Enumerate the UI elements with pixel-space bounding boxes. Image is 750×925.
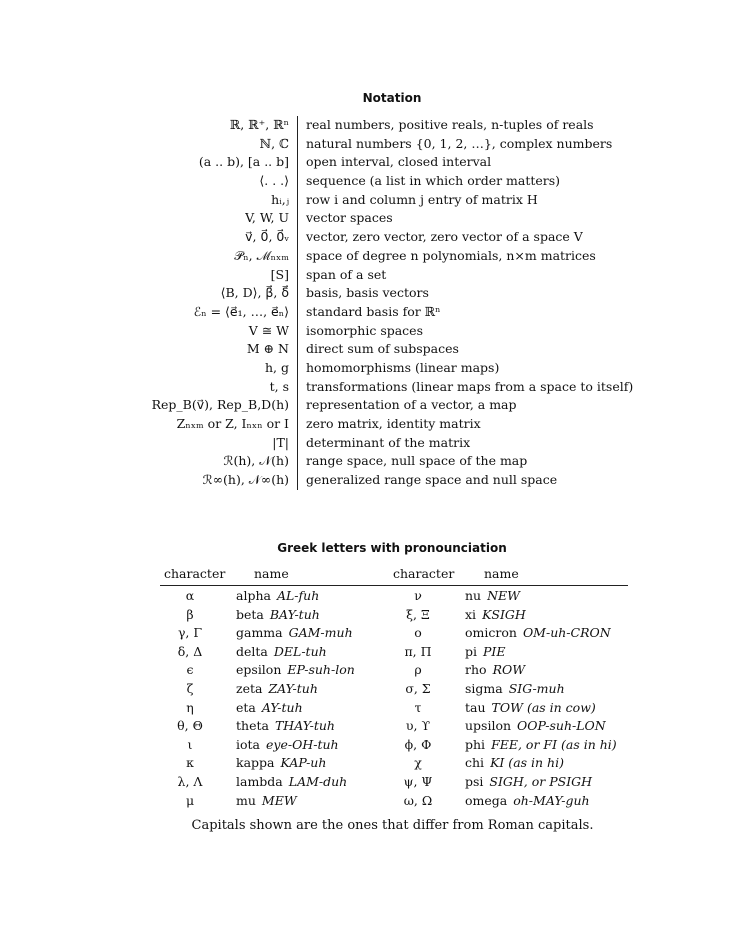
greek-character: ϵ [186, 662, 194, 678]
greek-pronunciation: KAP-uh [280, 755, 327, 771]
greek-character: ι [187, 736, 193, 752]
greek-pronunciation: oh-MAY-guh [513, 792, 590, 808]
greek-name [236, 587, 319, 605]
greek-pronunciation: SIGH, or PSIGH [489, 774, 593, 789]
greek-name [465, 754, 564, 772]
greek-character: δ, Δ [177, 643, 203, 659]
notation-symbol: ⟨B, D⟩, β⃗, δ⃗ [220, 285, 289, 301]
greek-name [236, 699, 303, 717]
greek-name [465, 606, 526, 624]
greek-character: ξ, Ξ [406, 606, 430, 622]
greek-name [236, 717, 335, 735]
notation-description: transformations (linear maps from a space to itself) [306, 378, 634, 394]
notation-row [130, 172, 650, 191]
greek-header-name-left: name [254, 566, 289, 581]
notation-row [130, 228, 650, 247]
greek-pronunciation: THAY-tuh [274, 718, 335, 734]
notation-description: space of degree n polynomials, n×m matrices [306, 247, 596, 263]
greek-letter-name: alpha [236, 588, 271, 603]
greek-letter-name: rho [465, 662, 487, 678]
notation-row [130, 153, 650, 172]
notation-row [130, 452, 650, 471]
greek-character: ϕ, Φ [404, 736, 432, 752]
notation-description: homomorphisms (linear maps) [306, 359, 500, 375]
greek-name [465, 699, 596, 717]
greek-character: κ [186, 755, 194, 771]
greek-letter-name: mu [236, 792, 256, 808]
greek-character: τ [414, 699, 422, 715]
greek-character: η [186, 699, 194, 715]
notation-description: basis, basis vectors [306, 285, 429, 301]
notation-symbol: t, s [269, 378, 289, 394]
greek-pronunciation: eye-OH-tuh [266, 736, 339, 752]
greek-letter-name: phi [465, 736, 486, 752]
greek-name [465, 624, 611, 642]
greek-pronunciation: OOP-suh-LON [517, 718, 606, 734]
greek-letter-name: tau [465, 699, 486, 715]
notation-description: vector, zero vector, zero vector of a space V [306, 229, 583, 245]
greek-name [465, 680, 565, 698]
greek-name [465, 773, 592, 791]
notation-rows [130, 116, 650, 490]
notation-row [130, 135, 650, 154]
greek-header-character-left: character [164, 566, 226, 581]
greek-character: χ [414, 755, 422, 771]
notation-description: span of a set [306, 266, 387, 282]
notation-description: representation of a vector, a map [306, 397, 517, 413]
notation-row [130, 434, 650, 453]
notation-description: vector spaces [306, 210, 393, 226]
notation-symbol: M ⊕ N [246, 341, 289, 357]
notation-description: natural numbers {0, 1, 2, …}, complex numbers [306, 135, 613, 151]
notation-row [130, 396, 650, 415]
greek-name [465, 792, 590, 810]
notation-symbol: [S] [270, 266, 289, 282]
notation-row [130, 266, 650, 285]
greek-character: σ, Σ [405, 681, 431, 696]
notation-description: row i and column j entry of matrix H [306, 191, 538, 207]
greek-letter-name: zeta [236, 681, 263, 696]
greek-letter-name: gamma [236, 625, 283, 641]
greek-pronunciation: TOW (as in cow) [491, 699, 596, 715]
notation-symbol: ℰₙ = ⟨e⃗₁, …, e⃗ₙ⟩ [193, 303, 289, 319]
notation-description: direct sum of subspaces [306, 341, 459, 357]
greek-name [236, 624, 353, 642]
notation-description: zero matrix, identity matrix [306, 416, 481, 431]
notation-symbol: v⃗, 0⃗, 0⃗ᵥ [245, 229, 289, 245]
greek-letter-name: omicron [465, 625, 517, 641]
notation-row [130, 116, 650, 135]
notation-symbol: ⟨. . .⟩ [259, 173, 289, 189]
greek-letter-name: theta [236, 718, 269, 734]
greek-pronunciation: DEL-tuh [273, 643, 327, 659]
greek-pronunciation: LAM-duh [288, 774, 348, 789]
greek-pronunciation: NEW [487, 588, 521, 603]
notation-symbol: ℛ(h), 𝒩(h) [223, 453, 289, 469]
notation-symbol: ℛ∞(h), 𝒩∞(h) [202, 472, 289, 488]
greek-character: ψ, Ψ [403, 774, 433, 789]
greek-header-character-right: character [393, 566, 455, 581]
greek-header-name-right: name [484, 566, 519, 581]
greek-name [236, 680, 318, 698]
greek-pronunciation: MEW [261, 792, 297, 808]
notation-symbol: h, g [265, 359, 289, 375]
notation-row [130, 378, 650, 397]
notation-description: isomorphic spaces [306, 322, 423, 338]
greek-name [236, 754, 326, 772]
greek-name [465, 661, 525, 679]
greek-character: μ [185, 792, 195, 808]
notation-description: sequence (a list in which order matters) [306, 173, 561, 189]
greek-character: υ, ϒ [405, 718, 431, 734]
greek-character: γ, Γ [177, 625, 203, 641]
notation-row [130, 303, 650, 322]
notation-row [130, 284, 650, 303]
greek-character: ζ [186, 681, 194, 696]
greek-letter-name: delta [236, 643, 268, 659]
notation-description: real numbers, positive reals, n-tuples of reals [306, 117, 594, 132]
greek-pronunciation: AY-tuh [261, 699, 303, 715]
notation-symbol: V ≅ W [248, 322, 289, 338]
greek-letter-name: pi [465, 643, 477, 659]
greek-letter-name: iota [236, 736, 260, 752]
notation-symbol: hᵢ,ⱼ [271, 191, 289, 207]
notation-symbol: 𝒫ₙ, ℳₙₓₘ [234, 247, 289, 263]
notation-symbol: Zₙₓₘ or Z, Iₙₓₙ or I [176, 416, 289, 431]
notation-description: generalized range space and null space [306, 472, 558, 488]
greek-name [465, 736, 617, 754]
greek-name [236, 643, 327, 661]
notation-description: range space, null space of the map [306, 453, 528, 469]
greek-character: α [185, 588, 195, 603]
greek-pronunciation: BAY-tuh [269, 606, 320, 622]
greek-letter-name: psi [465, 774, 484, 789]
notation-row [130, 359, 650, 378]
greek-name [236, 773, 347, 791]
greek-letter-name: omega [465, 792, 508, 808]
greek-character: θ, Θ [177, 718, 203, 734]
greek-pronunciation: KI (as in hi) [490, 755, 564, 771]
notation-symbol: ℝ, ℝ⁺, ℝⁿ [229, 117, 289, 132]
greek-letter-name: eta [236, 699, 256, 715]
greek-character: λ, Λ [177, 774, 203, 789]
notation-row [130, 340, 650, 359]
notation-symbol: ℕ, ℂ [259, 135, 289, 151]
greek-character: ρ [414, 662, 422, 678]
greek-pronunciation: KSIGH [482, 606, 526, 622]
greek-pronunciation: OM-uh-CRON [522, 625, 611, 641]
notation-table [130, 116, 650, 490]
greek-pronunciation: GAM-muh [288, 625, 353, 641]
greek-pronunciation: PIE [483, 643, 506, 659]
notation-row [130, 471, 650, 490]
greek-letter-name: kappa [236, 755, 275, 771]
greek-name [236, 661, 355, 679]
greek-character: π, Π [404, 643, 432, 659]
greek-character: ν [414, 588, 422, 603]
notation-symbol: Rep_B(v⃗), Rep_B,D(h) [151, 397, 289, 413]
greek-pronunciation: EP-suh-lon [287, 662, 355, 678]
greek-header-rule [160, 585, 628, 586]
greek-name [465, 717, 606, 735]
notation-title: Notation [362, 91, 422, 105]
greek-name [236, 606, 320, 624]
greek-pronunciation: FEE, or FI (as in hi) [491, 736, 617, 752]
greek-character: o [414, 625, 422, 641]
greek-name [236, 736, 339, 754]
greek-letter-name: epsilon [236, 662, 282, 678]
notation-row [130, 322, 650, 341]
greek-pronunciation: SIG-muh [508, 681, 565, 696]
greek-letter-name: nu [465, 588, 482, 603]
notation-description: standard basis for ℝⁿ [306, 303, 441, 319]
notation-description: open interval, closed interval [306, 154, 492, 170]
greek-name [465, 587, 520, 605]
notation-symbol: (a .. b), [a .. b] [198, 154, 289, 170]
greek-character: ω, Ω [403, 792, 433, 808]
greek-letter-name: lambda [236, 774, 283, 789]
greek-name [465, 643, 505, 661]
notation-description: determinant of the matrix [306, 434, 471, 450]
greek-pronunciation: ZAY-tuh [268, 681, 318, 696]
notation-symbol: |T| [272, 434, 289, 450]
greek-letter-name: beta [236, 606, 264, 622]
greek-letter-name: sigma [465, 681, 503, 696]
greek-character: β [186, 606, 194, 622]
greek-name [236, 792, 297, 810]
greek-pronunciation: AL-fuh [276, 588, 320, 603]
greek-footnote: Capitals shown are the ones that differ from Roman capitals. [191, 818, 594, 833]
notation-symbol: V, W, U [245, 210, 289, 226]
notation-row [130, 209, 650, 228]
greek-title: Greek letters with pronounciation [277, 541, 507, 555]
notation-row [130, 415, 650, 434]
greek-letter-name: chi [465, 755, 485, 771]
notation-row [130, 191, 650, 210]
greek-letter-name: xi [465, 606, 477, 622]
greek-letter-name: upsilon [465, 718, 512, 734]
notation-row [130, 247, 650, 266]
greek-pronunciation: ROW [492, 662, 526, 678]
